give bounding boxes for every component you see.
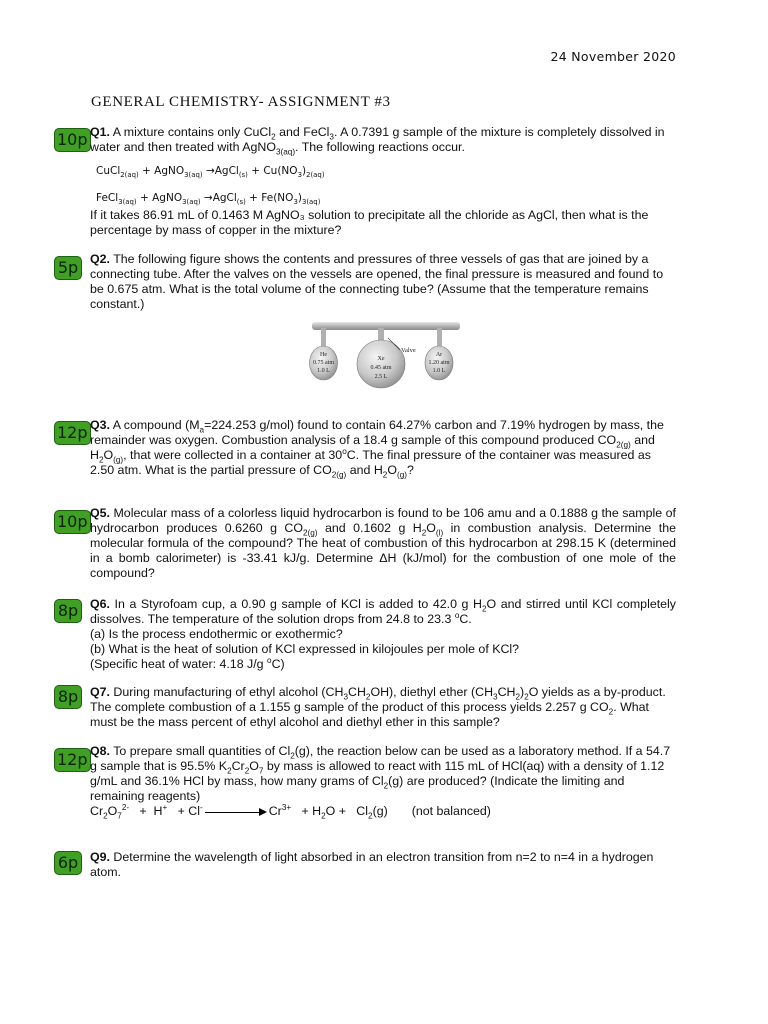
reaction-equation-q8: $Cr_2O_7^{2-} + H^+ + Cl^-$ $Cr^{3+} + H_2O + Cl_2(g)$ (not balanced) bbox=[90, 802, 491, 821]
question-q3-text: Q3. A compound ($M_a=224.253$ g/mol) found to contain 64.27% carbon and 7.19% hydrogen by mass, the remainder was oxygen. Combustion analysis of a 18.4 g sample of this compound produced $CO_{2(g)}$ and $H_2O_{(g)}$, that were collected in a container at 30$^o$C. The final pressure of the container was measured as 2.50 atm. What is the partial pressure of $CO_{2(g)}$ and $H_2O_{(g)}$? bbox=[90, 418, 664, 480]
valve-label: Valve bbox=[401, 347, 416, 354]
xe-pressure: 0.45 atm bbox=[370, 365, 392, 371]
neck-he bbox=[321, 328, 326, 346]
points-badge-q5: 10p bbox=[54, 510, 91, 534]
page-title: GENERAL CHEMISTRY- ASSIGNMENT #3 bbox=[91, 94, 391, 110]
q6-part-a: (a) Is the process endothermic or exothermic? bbox=[90, 627, 343, 641]
points-badge-q1: 10p bbox=[54, 128, 91, 152]
q6-note: (Specific heat of water: 4.18 J/g $^o$C) bbox=[90, 655, 285, 671]
he-volume: 1.0 L bbox=[317, 368, 330, 374]
question-q2-text: Q2. The following figure shows the contents and pressures of three vessels of gas that are joined by a connecting tube. After the valves on the vessels are opened, the final pressure is measured and found to be 0.675 atm. What is the total volume of the connecting tube? (Assume that the temperature remains constant.) bbox=[90, 252, 664, 311]
points-badge-q2: 5p bbox=[54, 256, 82, 280]
question-q9-text: Q9. Determine the wavelength of light absorbed in an electron transition from n=2 to n=4 in a hydrogen atom. bbox=[90, 850, 654, 879]
question-number: Q1. bbox=[90, 125, 110, 139]
question-q5-text: Q5. Molecular mass of a colorless liquid hydrocarbon is found to be 106 amu and a 0.1888 g the sample of hydrocarbon produces 0.6260 g $CO_{2(g)}$ and 0.1602 g $H_2O_{(l)}$ in combustion analysis. Determine the molecular formula of the compound? The heat of combustion of this hydrocarbon at 298.15 K (determined in a bomb calorimeter) is -33.41 kJ/g. Determine ΔH (kJ/mol) for the combustion of one mole of the compound? bbox=[90, 506, 676, 580]
q6-part-b: (b) What is the heat of solution of KCl expressed in kilojoules per mole of KCl? bbox=[90, 642, 520, 656]
ar-pressure: 1.20 atm bbox=[428, 360, 450, 366]
question-q1-followup: If it takes 86.91 mL of 0.1463 M AgNO₃ solution to precipitate all the chloride as AgCl, then what is the percentage by mass of copper in the mixture? bbox=[90, 208, 649, 237]
question-q8-text: Q8. To prepare small quantities of $Cl_2(g)$, the reaction below can be used as a laboratory method. If a 54.7 g sample that is 95.5% $K_2Cr_2O_7$ by mass is allowed to react with 115 mL of HCl(aq) with a density of 1.12 g/mL and 36.1% HCl by mass, how many grams of $Cl_2(g)$ are produced? (Indicate the limiting and remaining reagents) bbox=[90, 744, 671, 803]
xe-gas: Xe bbox=[377, 356, 385, 362]
question-q1-text: Q1. A mixture contains only CuCl$_2$ and FeCl$_3$. A 0.7391 g sample of the mixture is completely dissolved in water and then treated with AgNO$_{3(aq)}$. The following reactions occur. bbox=[90, 125, 665, 157]
ar-volume: 1.0 L bbox=[432, 368, 446, 374]
points-badge-q3: 12p bbox=[54, 421, 91, 445]
he-gas: He bbox=[320, 352, 327, 358]
question-q6-text: Q6. In a Styrofoam cup, a 0.90 g sample of KCl is added to 42.0 g $H_2O$ and stirred until KCl completely dissolves. The temperature of the solution drops from 24.8 to 23.3 $^o$C. (a) Is the process endothermic or exothermic? (b) What is the heat of solution of KCl expressed in kilojoules per mole of KCl? (Specific heat of water: 4.18 J/g $^o$C) bbox=[90, 597, 676, 671]
points-badge-q7: 8p bbox=[54, 685, 82, 709]
xe-volume: 2.5 L bbox=[374, 374, 388, 380]
points-badge-q8: 12p bbox=[54, 748, 91, 772]
date: 24 November 2020 bbox=[550, 49, 676, 64]
vessel-xe bbox=[357, 340, 405, 388]
points-badge-q6: 8p bbox=[54, 599, 82, 623]
gas-vessels-figure bbox=[308, 318, 464, 390]
question-q7-text: Q7. During manufacturing of ethyl alcohol $(CH_3CH_2OH)$, diethyl ether $(CH_3CH_2)_2O$ yields as a by-product. The complete combustion of a 1.155 g sample of the product of this process yields 2.257 g $CO_2$. What must be the mass percent of ethyl alcohol and diethyl ether in this sample? bbox=[90, 685, 666, 729]
points-badge-q9: 6p bbox=[54, 851, 82, 875]
reaction-1: CuCl$_{2(aq)}$ + AgNO$_{3(aq)}$ →AgCl$_{(s)}$ + $Cu(NO_3)_{2(aq)}$ bbox=[96, 165, 325, 180]
he-pressure: 0.75 atm bbox=[313, 360, 334, 366]
neck-ar bbox=[437, 328, 442, 346]
reaction-2: FeCl$_{3(aq)}$ + AgNO$_{3(aq)}$ →AgCl$_{(s)}$ + $Fe(NO_3)_{3(aq)}$ bbox=[96, 192, 321, 207]
reaction-arrow-icon bbox=[205, 807, 267, 817]
ar-gas: Ar bbox=[435, 352, 443, 358]
